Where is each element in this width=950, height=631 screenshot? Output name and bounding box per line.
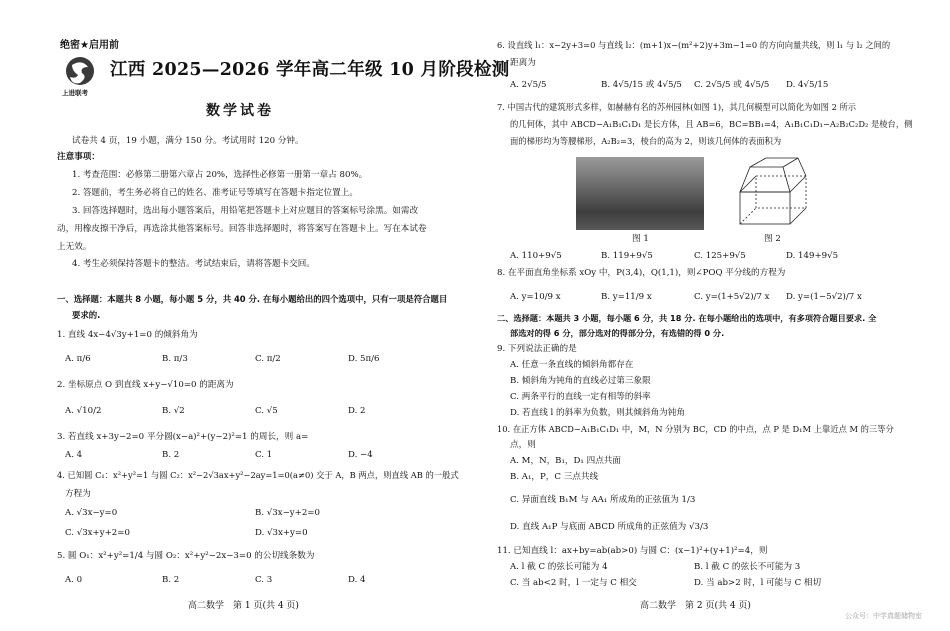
logo-caption: 上进联考 bbox=[62, 89, 88, 97]
page-2-footer: 高二数学 第 2 页(共 4 页) bbox=[640, 601, 751, 611]
q4-option-c: C. √3x+y+2=0 bbox=[65, 528, 130, 538]
q1-option-d: D. 5π/6 bbox=[348, 354, 380, 364]
notice-3-cont: 动，用橡皮擦干净后，再选涂其他答案标号。回答非选择题时，将答案写在答题卡上。写在本试卷 bbox=[57, 224, 427, 234]
q11-option-a: A. l 截 C 的弦长可能为 4 bbox=[510, 562, 608, 572]
q3-stem: 3. 若直线 x+3y−2=0 平分圆(x−a)²+(y−2)²=1 的周长，则 a= bbox=[57, 432, 309, 442]
q10-stem: 10. 在正方体 ABCD−A₁B₁C₁D₁ 中，M，N 分别为 BC，CD 的中点，点 P 是 D₁M 上靠近点 M 的三等分 bbox=[497, 424, 894, 434]
q7-option-a: A. 110+9√5 bbox=[510, 251, 562, 261]
q2-option-d: D. 2 bbox=[348, 406, 366, 416]
garden-pavilion-photo bbox=[576, 157, 704, 230]
section-2-heading: 二、选择题：本题共 3 小题，每小题 6 分，共 18 分. 在每小题给出的选项中，有多项符合题目要求. 全 bbox=[497, 313, 877, 323]
q6-option-d: D. 4√5/15 bbox=[786, 80, 829, 90]
q5-option-b: B. 2 bbox=[162, 575, 180, 585]
q3-option-c: C. 1 bbox=[255, 450, 273, 460]
q6-option-b: B. 4√5/15 或 4√5/5 bbox=[601, 80, 682, 90]
q7-option-b: B. 119+9√5 bbox=[601, 251, 653, 261]
q8-stem: 8. 在平面直角坐标系 xOy 中，P(3,4)，Q(1,1)，则∠POQ 平分线的方程为 bbox=[497, 268, 786, 278]
figure-1-caption: 图 1 bbox=[632, 234, 649, 244]
notice-heading: 注意事项： bbox=[57, 152, 100, 162]
q3-option-a: A. 4 bbox=[65, 450, 83, 460]
q8-option-b: B. y=11/9 x bbox=[601, 292, 652, 302]
exam-intro: 试卷共 4 页，19 小题，满分 150 分。考试用时 120 分钟。 bbox=[72, 136, 304, 146]
q1-stem: 1. 直线 4x−4√3y+1=0 的倾斜角为 bbox=[57, 330, 198, 340]
q9-option-b: B. 倾斜角为钝角的直线必过第三象限 bbox=[510, 376, 651, 386]
notice-1: 1. 考查范围：必修第二册第六章占 20%，选择性必修第一册第一章占 80%。 bbox=[72, 170, 368, 180]
q1-option-a: A. π/6 bbox=[65, 354, 91, 364]
q11-option-c: C. 当 ab<2 时，l 一定与 C 相交 bbox=[510, 578, 637, 588]
q2-stem: 2. 坐标原点 O 到直线 x+y−√10=0 的距离为 bbox=[57, 380, 234, 390]
figure-2-caption: 图 2 bbox=[764, 234, 781, 244]
q8-option-c: C. y=(1+5√2)/7 x bbox=[694, 292, 770, 302]
q6-stem-cont: 距离为 bbox=[510, 58, 536, 68]
q7-stem-3: 面的梯形均为等腰梯形，A₂B₂=3，棱台的高为 2，则该几何体的表面积为 bbox=[510, 136, 782, 146]
q10-option-b: B. A₁，P，C 三点共线 bbox=[510, 472, 599, 482]
notice-3: 3. 回答选择题时，选出每小题答案后，用铅笔把答题卡上对应题目的答案标号涂黑。如需改 bbox=[72, 206, 419, 216]
q7-stem-2: 的几何体，其中 ABCD−A₁B₁C₁D₁ 是长方体，且 AB=6，BC=BB₁=4，A₁B₁C₁D₁−A₂B₂C₂D₂ 是棱台，侧 bbox=[510, 119, 913, 129]
q6-stem: 6. 设直线 l₁：x−2y+3=0 与直线 l₂：(m+1)x−(m²+2)y+3m−1=0 的方向向量共线，则 l₁ 与 l₂ 之间的 bbox=[497, 40, 891, 50]
q1-option-b: B. π/3 bbox=[162, 354, 188, 364]
q2-option-a: A. √10/2 bbox=[65, 406, 102, 416]
q10-option-c: C. 异面直线 B₁M 与 AA₁ 所成角的正弦值为 1/3 bbox=[510, 495, 696, 505]
q9-option-d: D. 若直线 l 的斜率为负数，则其倾斜角为钝角 bbox=[510, 408, 685, 418]
q9-stem: 9. 下列说法正确的是 bbox=[497, 344, 577, 354]
notice-4: 4. 考生必须保持答题卡的整洁。考试结束后，请将答题卡交回。 bbox=[72, 259, 315, 269]
q1-option-c: C. π/2 bbox=[255, 354, 281, 364]
section-2-heading-cont: 部选对的得 6 分，部分选对的得部分分，有选错的得 0 分. bbox=[510, 328, 725, 338]
exam-title: 江西 2025—2026 学年高二年级 10 月阶段检测 bbox=[110, 60, 510, 80]
q11-option-b: B. l 截 C 的弦长不可能为 3 bbox=[694, 562, 801, 572]
q11-option-d: D. 当 ab>2 时，l 可能与 C 相切 bbox=[694, 578, 822, 588]
watermark: 公众号：中学真题储物室 bbox=[845, 612, 922, 620]
notice-3-cont2: 上无效。 bbox=[57, 242, 92, 252]
q5-option-d: D. 4 bbox=[348, 575, 366, 585]
q8-option-d: D. y=(1−5√2)/7 x bbox=[786, 292, 862, 302]
q5-stem: 5. 圆 O₁：x²+y²=1/4 与圆 O₂：x²+y²−2x−3=0 的公切线条数为 bbox=[57, 551, 315, 561]
exam-subtitle: 数学试卷 bbox=[206, 103, 274, 119]
section-1-heading-cont: 要求的. bbox=[72, 310, 101, 320]
q6-option-c: C. 2√5/5 或 4√5/5 bbox=[694, 80, 770, 90]
q10-option-d: D. 直线 A₁P 与底面 ABCD 所成角的正弦值为 √3/3 bbox=[510, 522, 709, 532]
q5-option-c: C. 3 bbox=[255, 575, 273, 585]
q3-option-d: D. −4 bbox=[348, 450, 373, 460]
q9-option-a: A. 任意一条直线的倾斜角都存在 bbox=[510, 360, 634, 370]
q4-stem: 4. 已知圆 C₁：x²+y²=1 与圆 C₂：x²−2√3ax+y²−2ay=1=0(a≠0) 交于 A，B 两点，则直线 AB 的一般式 bbox=[57, 470, 459, 480]
page-1-footer: 高二数学 第 1 页(共 4 页) bbox=[188, 601, 299, 611]
q4-option-d: D. √3x+y=0 bbox=[255, 528, 308, 538]
q10-option-a: A. M，N，B₁，D₁ 四点共面 bbox=[510, 456, 621, 466]
q5-option-a: A. 0 bbox=[65, 575, 83, 585]
confidential-label: 绝密★启用前 bbox=[60, 40, 119, 51]
q7-option-d: D. 149+9√5 bbox=[786, 251, 839, 261]
q2-option-c: C. √5 bbox=[255, 406, 278, 416]
q9-option-c: C. 两条平行的直线一定有相等的斜率 bbox=[510, 392, 651, 402]
geometry-figure-2 bbox=[728, 152, 818, 234]
q4-stem-cont: 方程为 bbox=[65, 489, 91, 499]
section-1-heading: 一、选择题：本题共 8 小题，每小题 5 分，共 40 分. 在每小题给出的四个选项中，只有一项是符合题目 bbox=[57, 294, 448, 304]
q7-option-c: C. 125+9√5 bbox=[694, 251, 746, 261]
q10-stem-cont: 点，则 bbox=[510, 440, 536, 450]
q8-option-a: A. y=10/9 x bbox=[510, 292, 561, 302]
notice-2: 2. 答题前，考生务必将自己的姓名、准考证号等填写在答题卡指定位置上。 bbox=[72, 188, 358, 198]
q6-option-a: A. 2√5/5 bbox=[510, 80, 547, 90]
q2-option-b: B. √2 bbox=[162, 406, 185, 416]
q11-stem: 11. 已知直线 l：ax+by=ab(ab>0) 与圆 C：(x−1)²+(y+1)²=4，则 bbox=[497, 546, 768, 556]
q4-option-b: B. √3x−y+2=0 bbox=[255, 508, 320, 518]
q7-stem-1: 7. 中国古代的建筑形式多样，如赫赫有名的苏州园林(如图 1)，其几何模型可以简化为如图 2 所示 bbox=[497, 102, 857, 112]
q3-option-b: B. 2 bbox=[162, 450, 180, 460]
q4-option-a: A. √3x−y=0 bbox=[65, 508, 118, 518]
